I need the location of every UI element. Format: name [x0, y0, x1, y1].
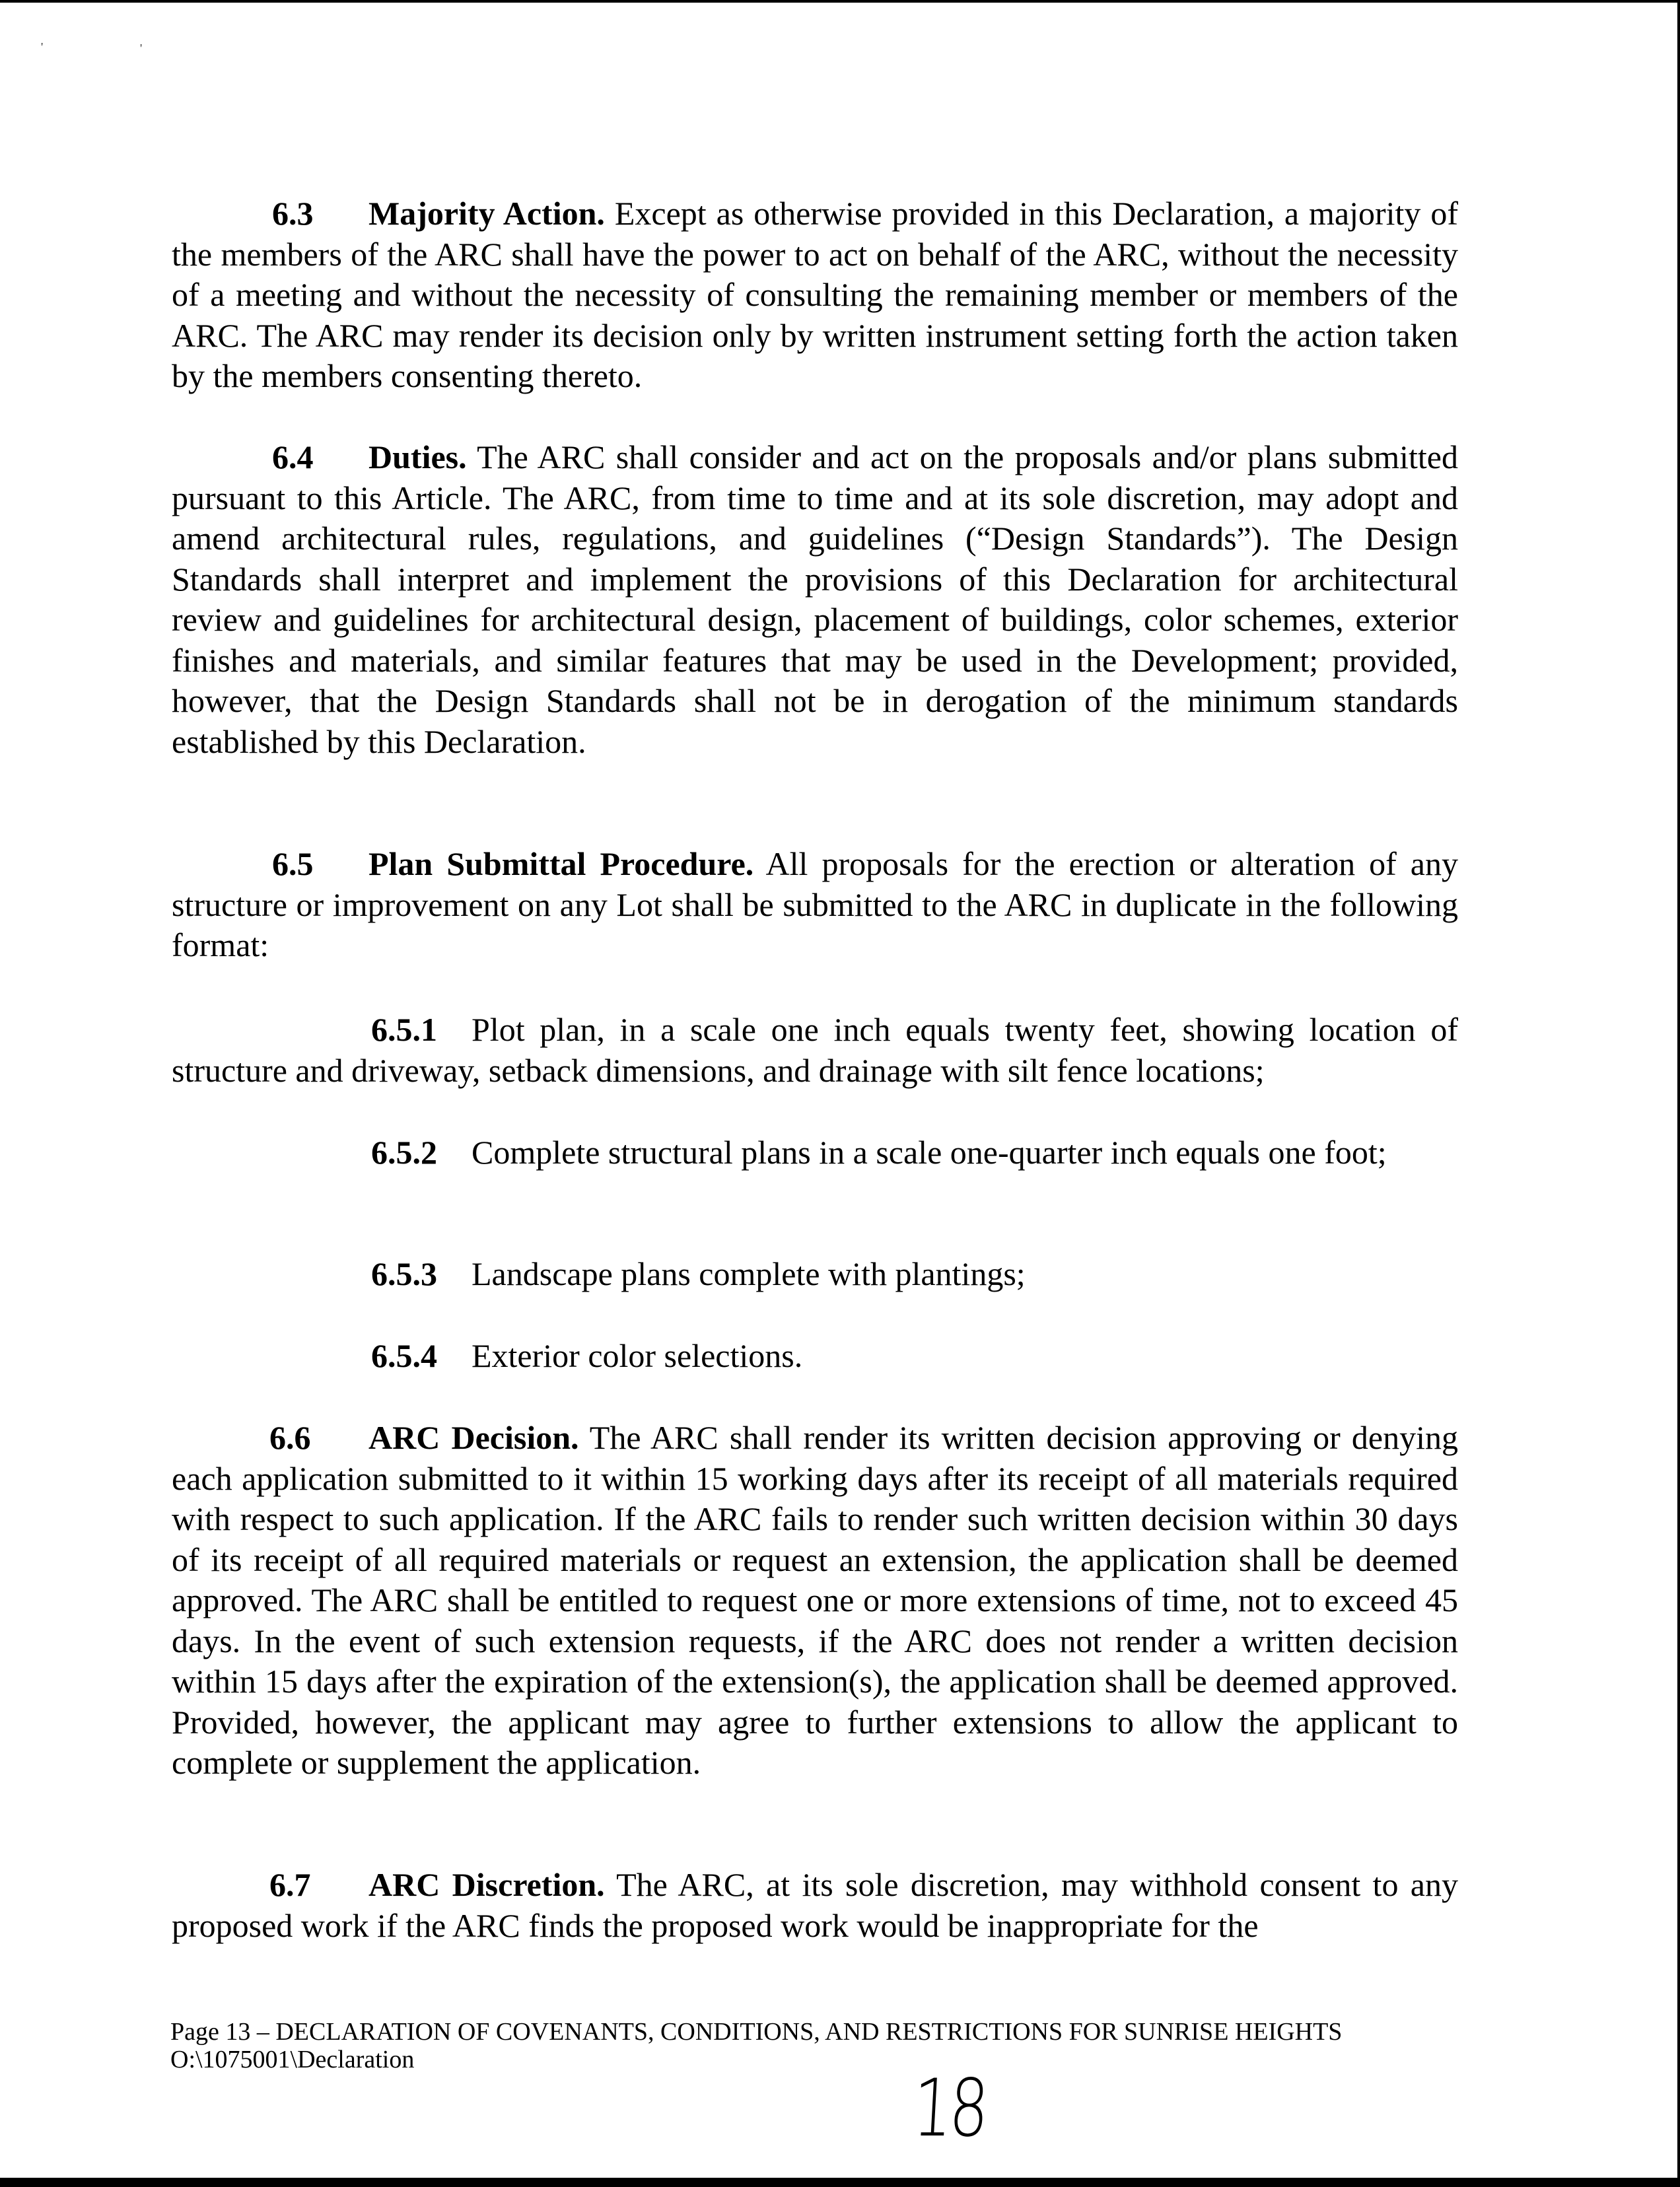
subsection-6-5-4	[172, 1336, 1458, 1377]
section-number: 6.4	[272, 438, 314, 475]
page-footer	[170, 2018, 1491, 2073]
section-6-7	[172, 1865, 1458, 1946]
section-6-6	[172, 1418, 1458, 1784]
section-heading: Majority Action.	[368, 195, 605, 232]
section-heading: ARC Decision.	[368, 1419, 579, 1456]
subsection-text: Landscape plans complete with plantings;	[472, 1255, 1026, 1292]
footer-file-path: O:\1075001\Declaration	[170, 2046, 415, 2073]
subsection-number: 6.5.4	[371, 1337, 437, 1374]
section-6-3	[172, 193, 1458, 397]
scan-mark: '	[41, 40, 44, 53]
section-heading: Duties.	[368, 438, 467, 475]
section-text: All proposals for the erection or alteration of any structure or improvement on any Lot shall be submitted to the ARC in duplicate in the following format:	[172, 845, 1458, 963]
subsection-text: Complete structural plans in a scale one-quarter inch equals one foot;	[472, 1134, 1387, 1171]
section-number: 6.5	[272, 845, 314, 882]
section-heading: ARC Discretion.	[368, 1866, 605, 1903]
section-heading: Plan Submittal Procedure.	[368, 845, 754, 882]
subsection-6-5-1	[172, 1010, 1458, 1091]
subsection-text: Exterior color selections.	[472, 1337, 803, 1374]
section-text: The ARC shall render its written decision approving or denying each application submitted to it within 15 working days after its receipt of all materials required with respect to such application. If the ARC fails to render such written decision within 30 days of its receipt of all required materials or request an extension, the application shall be deemed approved. The ARC shall be entitled to request one or more extensions of time, not to exceed 45 days. In the event of such extension requests, if the ARC does not render a written decision within 15 days after the expiration of the extension(s), the application shall be deemed approved. Provided, however, the applicant may agree to further extensions to allow the applicant to complete or supplement the application.	[172, 1419, 1458, 1781]
section-text: The ARC shall consider and act on the proposals and/or plans submitted pursuant to this Article. The ARC, from time to time and at its sole discretion, may adopt and amend architectural rules, regulations, and guidelines (“Design Standards”). The Design Standards shall interpret and implement the provisions of this Declaration for architectural review and guidelines for architectural design, placement of buildings, color schemes, exterior finishes and materials, and similar features that may be used in the Development; provided, however, that the Design Standards shall not be in derogation of the minimum standards established by this Declaration.	[172, 438, 1458, 760]
footer-title: Page 13 – DECLARATION OF COVENANTS, CONDITIONS, AND RESTRICTIONS FOR SUNRISE HEIGHTS	[170, 2018, 1343, 2046]
section-6-5	[172, 844, 1458, 966]
subsection-number: 6.5.2	[371, 1134, 437, 1171]
subsection-number: 6.5.3	[371, 1255, 437, 1292]
section-6-4	[172, 437, 1458, 762]
subsection-text: Plot plan, in a scale one inch equals twenty feet, showing location of structure and driveway, setback dimensions, and drainage with silt fence locations;	[172, 1011, 1458, 1089]
subsection-6-5-3	[172, 1254, 1458, 1295]
handwritten-page-number: 18	[910, 2063, 989, 2155]
subsection-6-5-2	[172, 1132, 1458, 1173]
scan-mark: '	[140, 42, 143, 55]
section-number: 6.3	[272, 195, 314, 232]
section-number: 6.7	[269, 1866, 311, 1903]
section-text: The ARC, at its sole discretion, may withhold consent to any proposed work if the ARC finds the proposed work would be inappropriate for the	[172, 1866, 1458, 1944]
subsection-number: 6.5.1	[371, 1011, 437, 1048]
section-text: Except as otherwise provided in this Declaration, a majority of the members of the ARC shall have the power to act on behalf of the ARC, without the necessity of a meeting and without the necessity of consulting the remaining member or members of the ARC. The ARC may render its decision only by written instrument setting forth the action taken by the members consenting thereto.	[172, 195, 1459, 394]
section-number: 6.6	[269, 1419, 311, 1456]
